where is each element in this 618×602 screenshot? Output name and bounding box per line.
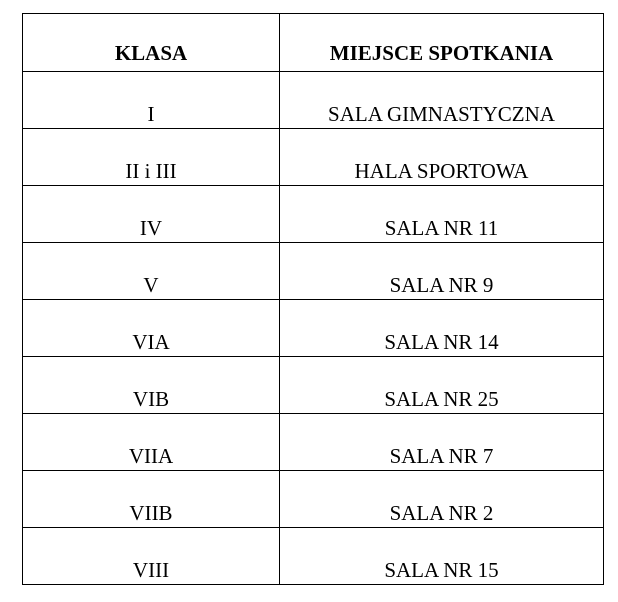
cell-klasa: VIB — [23, 357, 280, 414]
table-row — [23, 243, 604, 300]
cell-miejsce: SALA NR 7 — [280, 414, 604, 471]
cell-klasa: IV — [23, 186, 280, 243]
cell-miejsce: SALA NR 9 — [280, 243, 604, 300]
cell-klasa: VIII — [23, 528, 280, 585]
cell-miejsce: SALA NR 11 — [280, 186, 604, 243]
meeting-schedule-table — [22, 13, 604, 585]
cell-klasa: I — [23, 72, 280, 129]
cell-klasa: V — [23, 243, 280, 300]
table-row — [23, 186, 604, 243]
cell-miejsce: SALA NR 25 — [280, 357, 604, 414]
cell-klasa: VIA — [23, 300, 280, 357]
table-row — [23, 414, 604, 471]
table-row — [23, 300, 604, 357]
cell-klasa: VIIA — [23, 414, 280, 471]
cell-miejsce: SALA NR 15 — [280, 528, 604, 585]
table-row — [23, 528, 604, 585]
header-klasa: KLASA — [23, 14, 280, 72]
cell-miejsce: HALA SPORTOWA — [280, 129, 604, 186]
header-miejsce-spotkania: MIEJSCE SPOTKANIA — [280, 14, 604, 72]
table-row — [23, 357, 604, 414]
table-row — [23, 72, 604, 129]
cell-miejsce: SALA NR 14 — [280, 300, 604, 357]
table-row — [23, 129, 604, 186]
table-header-row — [23, 14, 604, 72]
cell-klasa: VIIB — [23, 471, 280, 528]
table-row — [23, 471, 604, 528]
cell-klasa: II i III — [23, 129, 280, 186]
cell-miejsce: SALA GIMNASTYCZNA — [280, 72, 604, 129]
cell-miejsce: SALA NR 2 — [280, 471, 604, 528]
